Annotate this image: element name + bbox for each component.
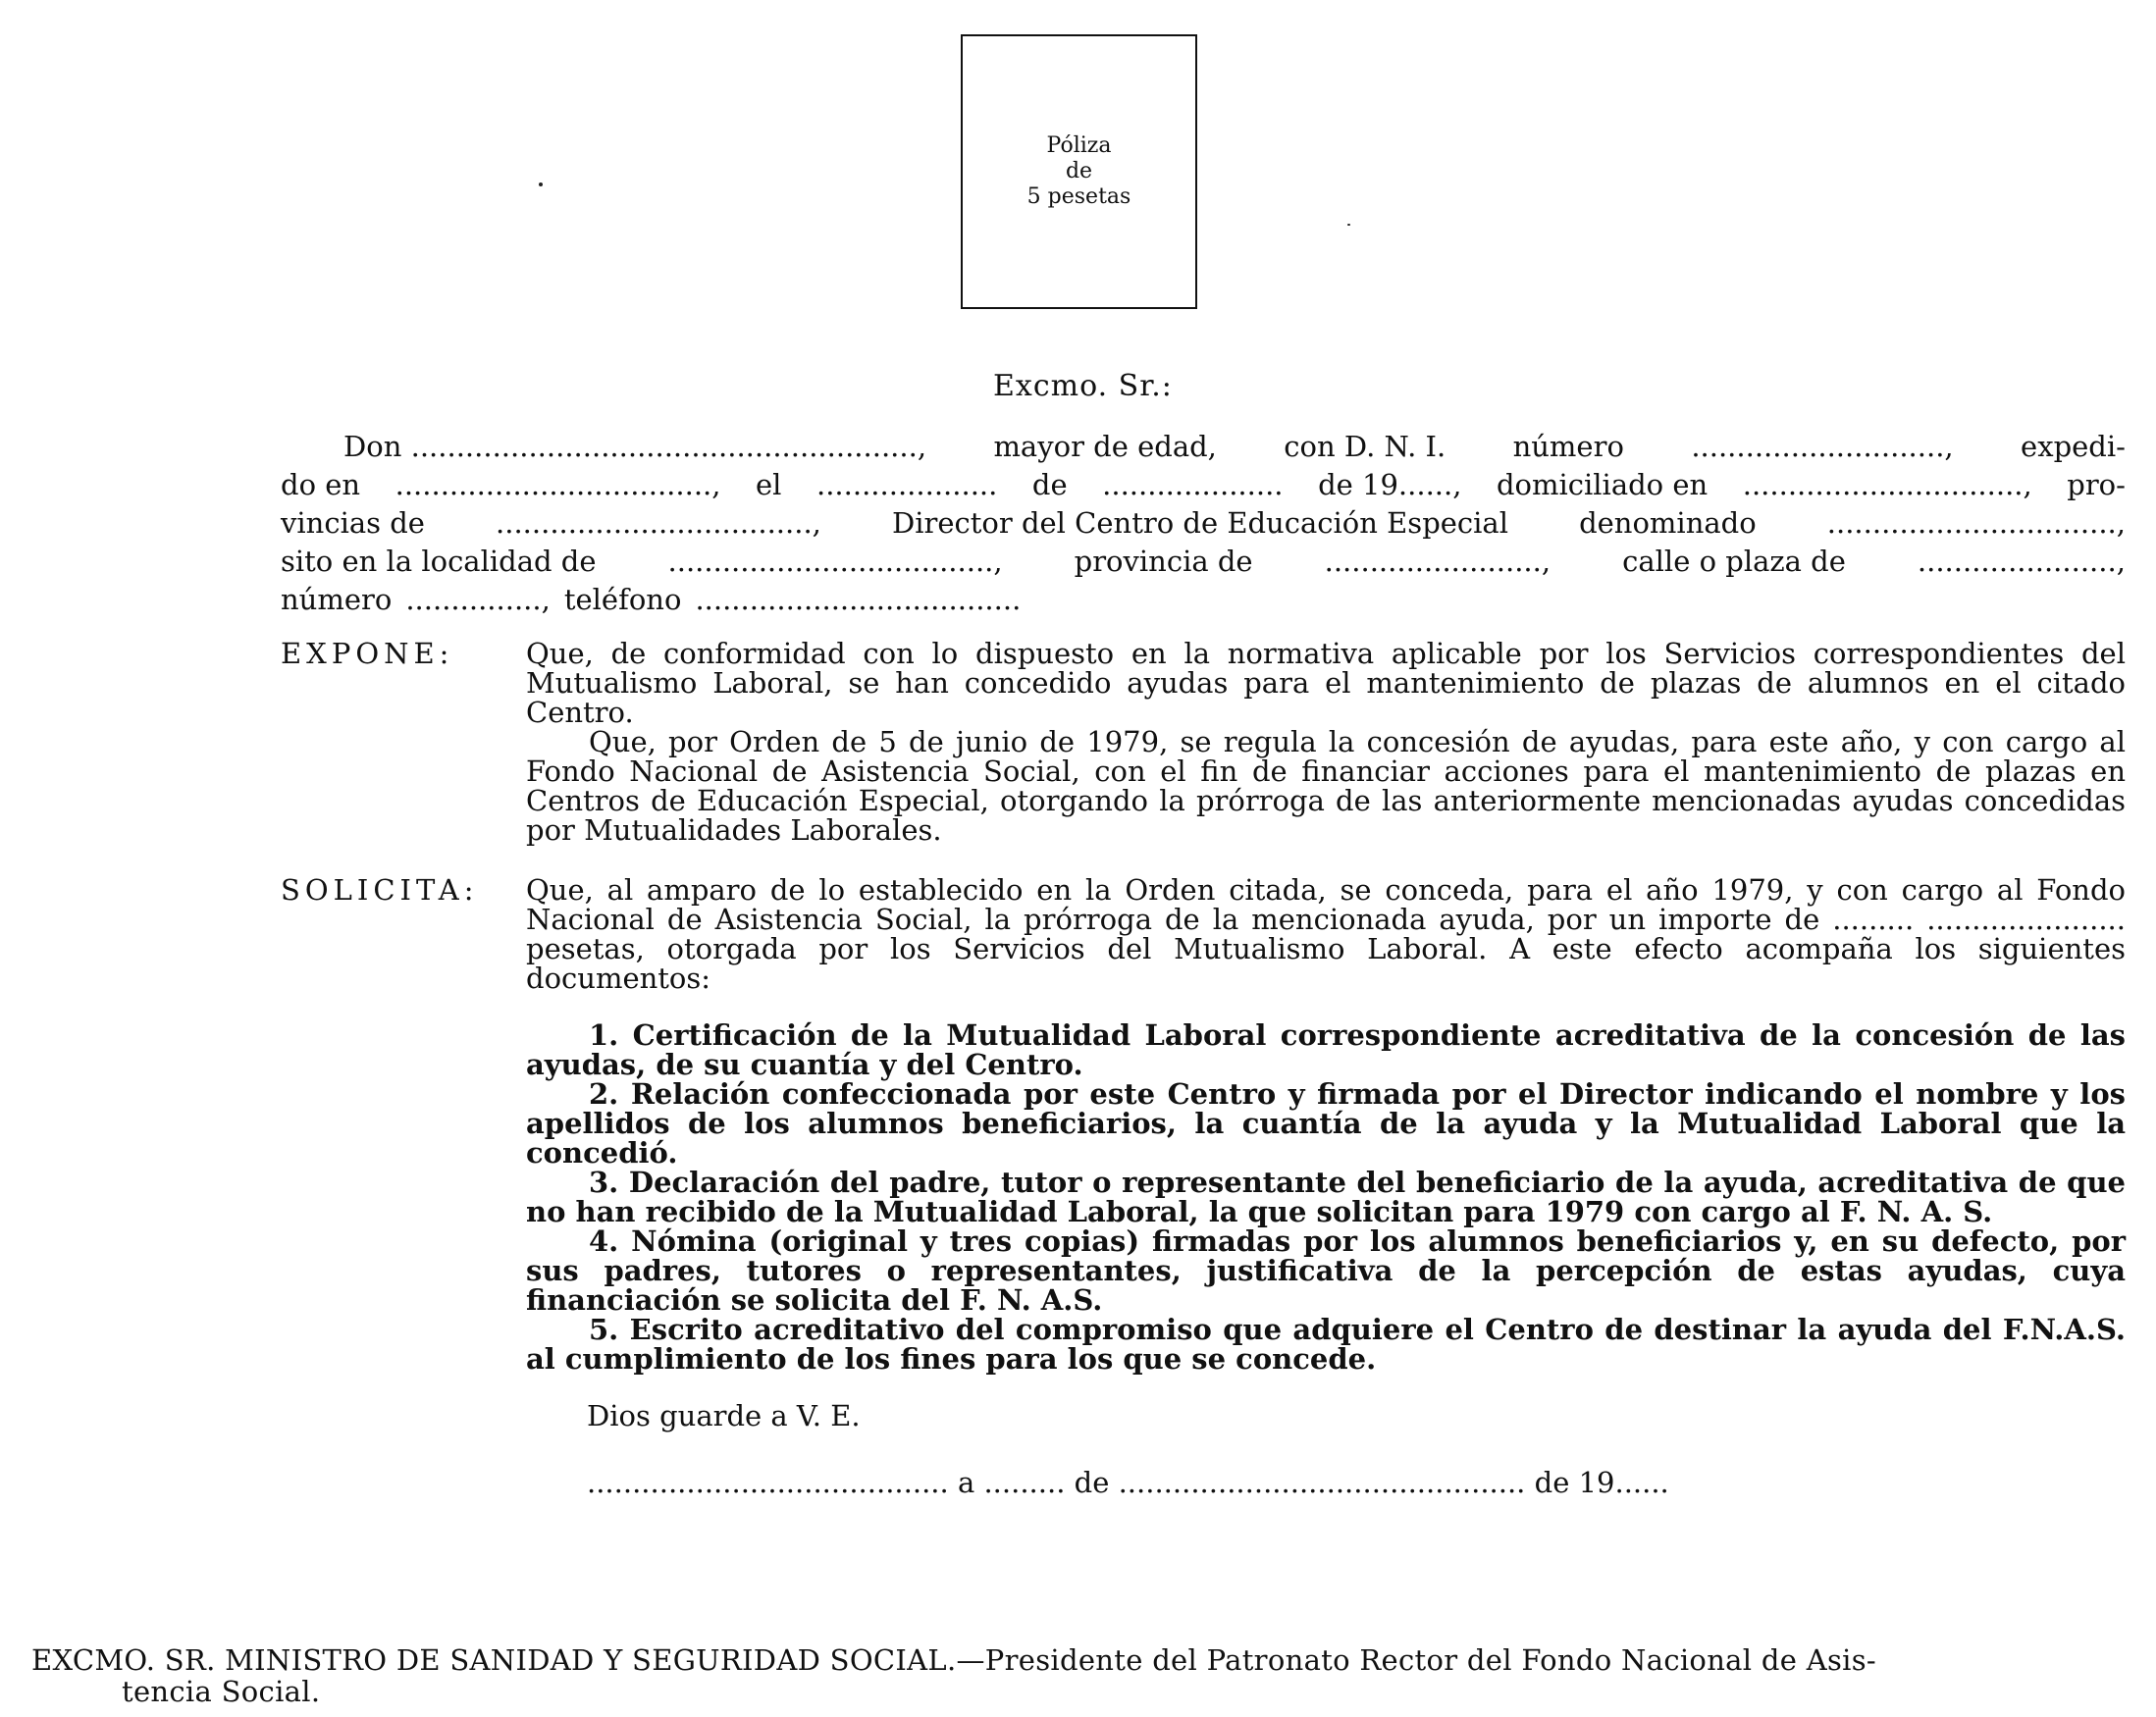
stamp-line-2: de <box>1065 159 1093 183</box>
intro-text: ................................, <box>1826 506 2126 540</box>
document-item-5: 5. Escrito acreditativo del compromiso que adquiere el Centro de destinar la ayuda del F.N.A.S. al cumplimiento de los fines para los que se concede. <box>526 1313 2126 1376</box>
intro-text: sito en la localidad de <box>281 545 597 578</box>
intro-text: mayor de edad, <box>993 430 1217 463</box>
intro-text: calle o plaza de <box>1622 545 1846 578</box>
intro-text: do en <box>281 468 361 501</box>
closing-salutation: Dios guarde a V. E. <box>587 1399 861 1432</box>
intro-text: ..............................., <box>1742 468 2032 501</box>
intro-line-1 <box>281 428 2126 466</box>
scan-speck <box>539 182 543 186</box>
intro-text: de <box>1031 468 1068 501</box>
solicita-body <box>526 875 2126 1374</box>
intro-text: .................... <box>815 468 998 501</box>
footer-line-1: EXCMO. SR. MINISTRO DE SANIDAD Y SEGURIDAD SOCIAL.—Presidente del Patronato Rector del Fondo Nacional de Asis- <box>31 1643 1876 1677</box>
intro-text: número <box>281 583 393 616</box>
intro-line-4 <box>281 543 2126 581</box>
intro-text: el <box>756 468 782 501</box>
intro-text: expedi- <box>2021 430 2126 463</box>
intro-text: ...................................., <box>667 545 1003 578</box>
intro-text: ..................................., <box>394 468 721 501</box>
footer-line-2: tencia Social. <box>122 1675 321 1708</box>
intro-text: de 19......, <box>1318 468 1462 501</box>
stamp-line-1: Póliza <box>1046 133 1112 158</box>
salutation: Excmo. Sr.: <box>993 369 1173 403</box>
intro-text: ..............., <box>405 583 551 616</box>
document-item-2: 2. Relación confeccionada por este Centro y firmada por el Director indicando el nombre y los apellidos de los alumnos beneficiarios, la cuantía de la ayuda y la Mutualidad Laboral que la concedió. <box>526 1077 2126 1170</box>
intro-text: con D. N. I. <box>1284 430 1446 463</box>
intro-text: provincia de <box>1074 545 1253 578</box>
intro-text: ............................, <box>1691 430 1954 463</box>
intro-text: denominado <box>1579 506 1757 540</box>
intro-text: número <box>1512 430 1624 463</box>
solicita-paragraph: Que, al amparo de lo establecido en la Orden citada, se conceda, para el año 1979, y con cargo al Fondo Nacional de Asistencia Social, la prórroga de la mencionada ayuda, por un importe de ......... ...................... pesetas, otorgada por los Servicios del Mutualismo Laboral. A este efecto acompaña los siguientes documentos: <box>526 873 2126 995</box>
addressee-footer <box>31 1644 2122 1707</box>
intro-text: .................................... <box>695 583 1022 616</box>
expone-label: EXPONE: <box>281 637 454 670</box>
document-item-3: 3. Declaración del padre, tutor o representante del beneficiario de la ayuda, acreditativa de que no han recibido de la Mutualidad Laboral, la que solicitan para 1979 con cargo al F. N. A. S. <box>526 1166 2126 1228</box>
intro-text: ......................, <box>1917 545 2126 578</box>
document-item-4: 4. Nómina (original y tres copias) firmadas por los alumnos beneficiarios y, en su defecto, por sus padres, tutores o representantes, justificativa de la percepción de estas ayudas, cuya financiación se solicita del F. N. A.S. <box>526 1224 2126 1317</box>
stamp-box <box>961 34 1197 309</box>
intro-paragraph <box>281 428 2126 619</box>
intro-text: vincias de <box>281 506 425 540</box>
expone-paragraph-2: Que, por Orden de 5 de junio de 1979, se regula la concesión de ayudas, para este año, y con cargo al Fondo Nacional de Asistencia Social, con el fin de financiar acciones para el mantenimiento de plazas en Centros de Educación Especial, otorgando la prórroga de las anteriormente mencionadas ayudas concedidas por Mutualidades Laborales. <box>526 725 2126 847</box>
intro-line-5 <box>281 581 2126 619</box>
intro-text: ..................................., <box>496 506 821 540</box>
scan-speck <box>1347 224 1350 226</box>
expone-paragraph-1: Que, de conformidad con lo dispuesto en la normativa aplicable por los Servicios correspondientes del Mutualismo Laboral, se han concedido ayudas para el mantenimiento de plazas de alumnos en el citado Centro. <box>526 637 2126 729</box>
date-line: ........................................ a ......... de ............................................. de 19...... <box>587 1466 1669 1499</box>
intro-line-3 <box>281 504 2126 543</box>
intro-line-2 <box>281 466 2126 504</box>
document-item-1: 1. Certificación de la Mutualidad Laboral correspondiente acreditativa de la concesión de las ayudas, de su cuantía y del Centro. <box>526 1018 2126 1081</box>
expone-body <box>526 639 2126 845</box>
intro-text: domiciliado en <box>1496 468 1709 501</box>
intro-text: teléfono <box>563 583 682 616</box>
intro-text: Director del Centro de Educación Especial <box>891 506 1508 540</box>
intro-text: Don ........................................................, <box>343 430 927 463</box>
intro-text: pro- <box>2067 468 2126 501</box>
stamp-line-3: 5 pesetas <box>1026 184 1131 209</box>
intro-text: .................... <box>1102 468 1284 501</box>
intro-text: ........................, <box>1324 545 1551 578</box>
solicita-label: SOLICITA: <box>281 873 479 907</box>
